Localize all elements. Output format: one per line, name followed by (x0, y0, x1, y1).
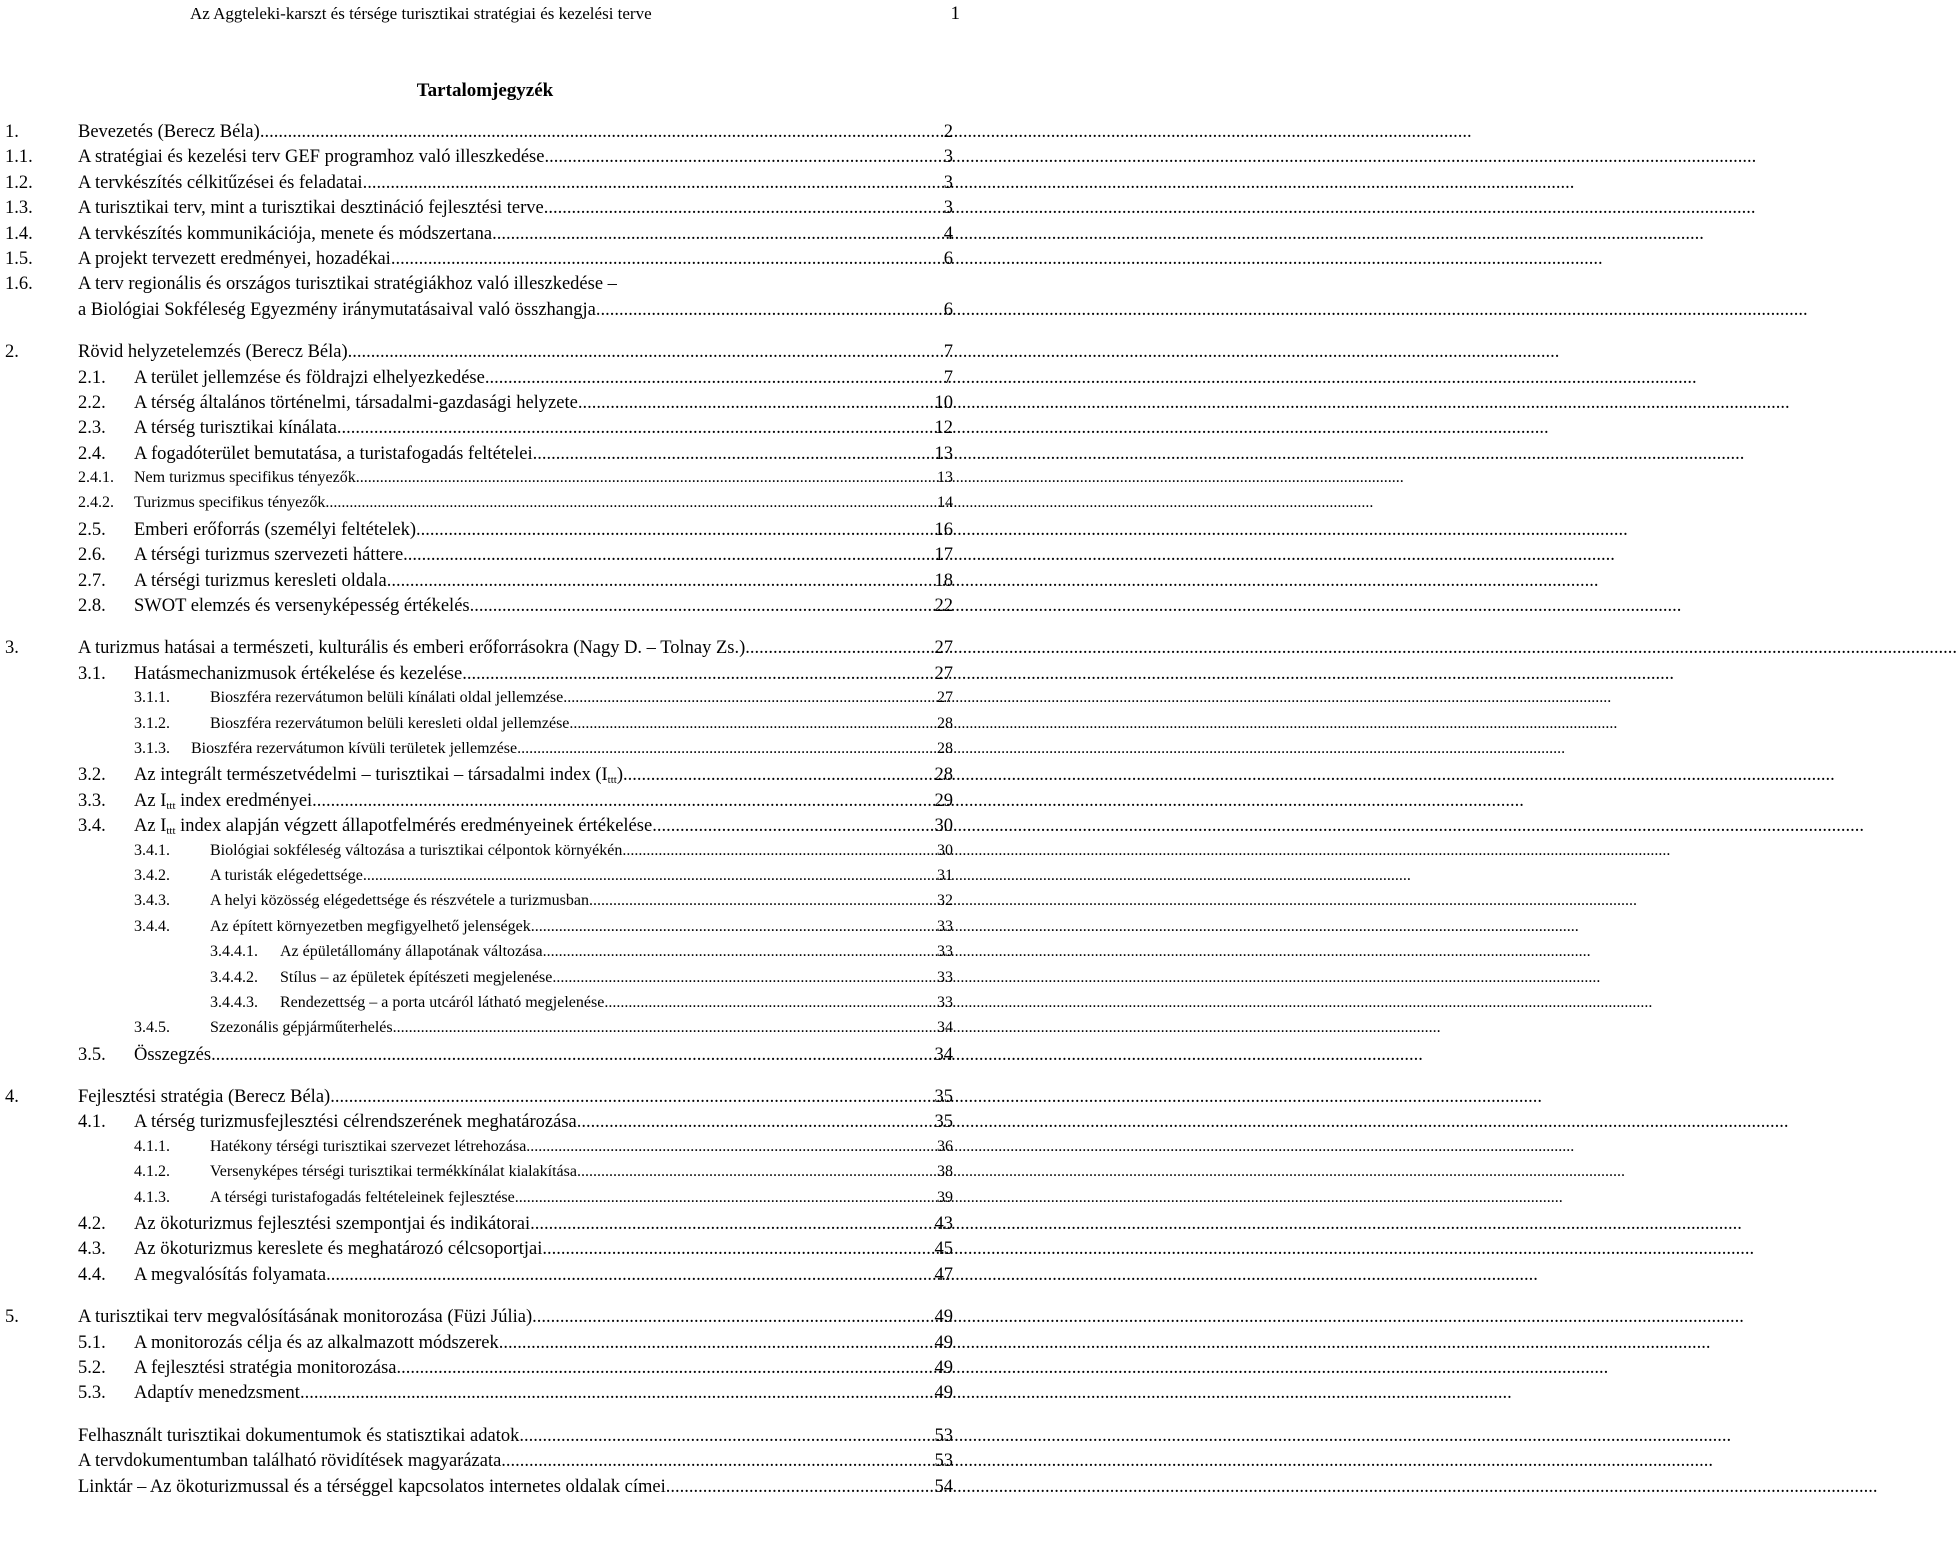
toc-entry[interactable] (0, 664, 960, 689)
toc-entry-page: 34 (934, 1044, 953, 1065)
toc-entry-page: 43 (934, 1214, 953, 1235)
toc-entry-label: A térség turisztikai kínálata (134, 418, 337, 439)
toc-entry-page: 33 (937, 993, 953, 1011)
toc-entry[interactable] (0, 1426, 960, 1451)
toc-entry-label: Az $I_{ttt}$ index eredményei (134, 790, 313, 812)
toc-entry-page: 36 (937, 1137, 953, 1155)
toc-entry-number: 2.8. (78, 596, 106, 617)
toc-entry-page: 16 (934, 519, 953, 540)
toc-entry-page: 3 (943, 172, 953, 193)
toc-entry-page: 35 (934, 1112, 953, 1133)
toc-entry-page: 22 (934, 596, 953, 617)
toc-entry-page: 39 (937, 1188, 953, 1206)
toc-entry-label: A monitorozás célja és az alkalmazott módszerek (134, 1332, 499, 1353)
toc-entry[interactable] (0, 224, 960, 249)
toc-entry[interactable] (0, 249, 960, 274)
toc-dot-leader (337, 418, 934, 439)
toc-entry-page: 49 (934, 1307, 953, 1328)
toc-dot-leader (416, 520, 934, 541)
toc-entry-page: 32 (937, 892, 953, 910)
toc-entry-page: 10 (934, 392, 953, 413)
toc-entry-number: 4.2. (78, 1214, 106, 1235)
toc-dot-leader (623, 765, 934, 786)
toc-entry-label: Az $I_{ttt}$ index alapján végzett állapotfelmérés eredményeinek értékelése (134, 816, 653, 838)
toc-entry[interactable] (0, 545, 960, 570)
toc-entry-number: 1. (5, 122, 19, 142)
toc-entry-page: 18 (934, 570, 953, 591)
toc-entry-page: 30 (934, 816, 953, 837)
toc-dot-leader (544, 147, 942, 168)
toc-entry[interactable] (0, 571, 960, 596)
toc-entry-page: 12 (934, 418, 953, 439)
toc-entry-label: Szezonális gépjárműterhelés (210, 1019, 393, 1037)
toc-entry-label: A tervkészítés kommunikációja, menete és módszertana (78, 223, 493, 244)
toc-entry[interactable] (0, 173, 960, 198)
toc-entry[interactable] (0, 740, 960, 765)
toc-entry-page: 49 (934, 1357, 953, 1378)
toc-dot-leader (501, 1451, 933, 1472)
toc-entry[interactable] (0, 444, 960, 469)
toc-entry-page: 6 (943, 299, 953, 320)
toc-entry-page: 14 (937, 494, 953, 512)
toc-dot-leader (532, 1307, 933, 1328)
toc-entry-label: Stílus – az épületek építészeti megjelenése (280, 968, 553, 986)
toc-dot-leader (363, 867, 936, 885)
toc-dot-leader (312, 791, 933, 812)
toc-entry-number: 2.3. (78, 418, 106, 439)
toc-entry-label: Az épületállomány állapotának változása (280, 943, 543, 961)
toc-dot-leader (519, 1426, 933, 1447)
toc-entry-label: Turizmus specifikus tényezők (134, 494, 326, 512)
toc-dot-leader (485, 368, 943, 389)
toc-entry[interactable] (0, 867, 960, 892)
toc-entry-number: 5.3. (78, 1383, 106, 1404)
toc-entry-label: A megvalósítás folyamata (134, 1264, 327, 1285)
toc-entry-label: Bioszféra rezervátumon belüli keresleti oldal jellemzése (210, 714, 570, 732)
toc-entry[interactable] (0, 918, 960, 943)
toc-entry[interactable] (0, 791, 960, 816)
table-of-contents (0, 122, 960, 1502)
toc-entry-label: Rendezettség – a porta utcáról látható megjelenése (280, 993, 605, 1011)
toc-entry[interactable] (0, 274, 960, 299)
toc-entry-label: Felhasznált turisztikai dokumentumok és statisztikai adatok (78, 1425, 520, 1446)
toc-entry-number: 4.1.3. (134, 1188, 170, 1206)
toc-entry-page: 27 (937, 689, 953, 707)
toc-entry-label: Az ökoturizmus kereslete és meghatározó célcsoportjai (134, 1239, 543, 1260)
toc-dot-leader (569, 715, 936, 733)
toc-dot-leader (530, 1214, 933, 1235)
toc-entry[interactable] (0, 943, 960, 968)
toc-dot-leader (393, 1019, 936, 1037)
toc-dot-leader (745, 638, 933, 659)
toc-entry[interactable] (0, 1358, 960, 1383)
toc-entry-label: A térség általános történelmi, társadalmi-gazdasági helyzete (134, 392, 578, 413)
toc-entry-continuation[interactable] (0, 300, 960, 325)
toc-entry-label: A fogadóterület bemutatása, a turistafogadás feltételei (134, 443, 533, 464)
toc-entry-label: A turizmus hatásai a természeti, kulturális és emberi erőforrásokra (Nagy D. – Tolnay Zs.) (78, 638, 746, 659)
toc-entry-page: 31 (937, 866, 953, 884)
toc-entry-label: Bioszféra rezervátumon kívüli területek jellemzése (191, 739, 518, 757)
toc-dot-leader (462, 664, 933, 685)
section-gap (0, 1409, 960, 1426)
toc-entry-number: 1.2. (5, 172, 33, 193)
toc-entry-number: 1.5. (5, 248, 33, 269)
toc-entry[interactable] (0, 596, 960, 621)
toc-entry-label: Bevezetés (Berecz Béla) (78, 122, 260, 142)
toc-entry-label: A térségi turizmus keresleti oldala (134, 570, 387, 591)
toc-entry-label: Bioszféra rezervátumon belüli kínálati oldal jellemzése (210, 689, 564, 707)
toc-entry[interactable] (0, 689, 960, 714)
toc-entry-label: Versenyképes térségi turisztikai termékkínálat kialakítása (210, 1163, 577, 1181)
toc-entry-page: 49 (934, 1332, 953, 1353)
toc-entry-number: 4. (5, 1087, 19, 1108)
toc-entry-label: A turisztikai terv megvalósításának monitorozása (Füzi Júlia) (78, 1307, 533, 1328)
toc-entry-label: SWOT elemzés és versenyképesség értékelés (134, 596, 470, 617)
toc-entry-number: 3.5. (78, 1044, 106, 1065)
toc-entry-page: 53 (934, 1451, 953, 1472)
toc-entry-number: 2.4.1. (78, 469, 114, 487)
toc-entry-number: 2.4. (78, 443, 106, 464)
toc-entry-number: 1.1. (5, 147, 33, 168)
toc-entry-label-continued: a Biológiai Sokféleség Egyezmény iránymutatásaival való összhangja (78, 299, 596, 320)
toc-entry-label: Hatékony térségi turisztikai szervezet létrehozása (210, 1137, 527, 1155)
toc-entry-page: 4 (943, 223, 953, 244)
toc-entry[interactable] (0, 122, 960, 147)
toc-dot-leader (578, 393, 934, 414)
toc-entry-number: 2.1. (78, 367, 106, 388)
toc-entry[interactable] (0, 1112, 960, 1137)
toc-entry[interactable] (0, 1477, 960, 1502)
toc-entry[interactable] (0, 418, 960, 443)
toc-entry-number: 1.3. (5, 198, 33, 219)
toc-entry-page: 53 (934, 1425, 953, 1446)
toc-entry[interactable] (0, 1214, 960, 1239)
toc-dot-leader (531, 918, 936, 936)
toc-entry[interactable] (0, 494, 960, 519)
toc-entry-number: 3.4. (78, 816, 106, 837)
toc-entry-page: 33 (937, 943, 953, 961)
toc-entry[interactable] (0, 393, 960, 418)
toc-dot-leader (577, 1163, 936, 1181)
toc-entry-number: 4.3. (78, 1239, 106, 1260)
toc-entry[interactable] (0, 1087, 960, 1112)
toc-entry-page: 13 (934, 443, 953, 464)
toc-dot-leader (499, 1333, 934, 1354)
toc-entry-number: 2.2. (78, 392, 106, 413)
toc-entry-number: 3.4.3. (134, 892, 170, 910)
toc-entry-page: 54 (934, 1476, 953, 1497)
toc-entry-page: 13 (937, 469, 953, 487)
toc-entry-label: A turisztikai terv, mint a turisztikai desztináció fejlesztési terve (78, 198, 544, 219)
toc-dot-leader (542, 1239, 933, 1260)
toc-entry[interactable] (0, 1383, 960, 1408)
toc-entry-page: 27 (934, 663, 953, 684)
toc-entry[interactable] (0, 715, 960, 740)
toc-entry-label: A terv regionális és országos turisztikai stratégiákhoz való illeszkedése – (78, 274, 617, 295)
toc-entry[interactable] (0, 1307, 960, 1332)
toc-entry-label: A terület jellemzése és földrajzi elhelyezkedése (134, 367, 485, 388)
toc-entry-number: 5.2. (78, 1357, 106, 1378)
toc-entry[interactable] (0, 892, 960, 917)
toc-entry-label: A projekt tervezett eredményei, hozadékai (78, 248, 391, 269)
toc-entry-label: Biológiai sokféleség változása a turisztikai célpontok környékén (210, 841, 623, 859)
toc-dot-leader (552, 969, 936, 987)
toc-dot-leader (211, 1045, 933, 1066)
toc-entry[interactable] (0, 198, 960, 223)
section-gap (0, 1290, 960, 1307)
toc-entry-label: A stratégiai és kezelési terv GEF programhoz való illeszkedése (78, 147, 545, 168)
toc-dot-leader (622, 842, 936, 860)
toc-dot-leader (391, 249, 943, 270)
toc-entry-number: 3.4.1. (134, 841, 170, 859)
toc-entry-label: A térség turizmusfejlesztési célrendszerének meghatározása (134, 1112, 577, 1133)
toc-entry-label: A térségi turistafogadás feltételeinek fejlesztése (210, 1188, 515, 1206)
toc-entry[interactable] (0, 994, 960, 1019)
toc-entry[interactable] (0, 368, 960, 393)
toc-entry-label: Az épített környezetben megfigyelhető jelenségek (210, 917, 531, 935)
toc-dot-leader (330, 1087, 933, 1108)
toc-entry-number: 1.6. (5, 274, 33, 295)
toc-entry-number: 5. (5, 1307, 19, 1328)
toc-entry-page: 29 (934, 790, 953, 811)
toc-dot-leader (387, 571, 934, 592)
toc-entry[interactable] (0, 765, 960, 790)
toc-entry[interactable] (0, 842, 960, 867)
toc-entry-number: 3.1.3. (134, 739, 170, 757)
toc-entry[interactable] (0, 1265, 960, 1290)
toc-entry-label: Az ökoturizmus fejlesztési szempontjai és indikátorai (134, 1214, 531, 1235)
toc-entry-page: 49 (934, 1383, 953, 1404)
toc-dot-leader (544, 198, 943, 219)
toc-entry[interactable] (0, 1163, 960, 1188)
toc-entry-page: 45 (934, 1239, 953, 1260)
toc-entry-number: 3.3. (78, 790, 106, 811)
toc-entry[interactable] (0, 1138, 960, 1163)
toc-entry-number: 4.1. (78, 1112, 106, 1133)
toc-dot-leader (300, 1383, 934, 1404)
toc-dot-leader (517, 740, 936, 758)
toc-dot-leader (563, 689, 936, 707)
toc-entry-page: 28 (937, 739, 953, 757)
toc-entry[interactable] (0, 147, 960, 172)
toc-entry[interactable] (0, 342, 960, 367)
toc-dot-leader (260, 122, 943, 143)
toc-entry-page: 35 (934, 1087, 953, 1108)
toc-entry[interactable] (0, 1189, 960, 1214)
toc-entry-number: 3.4.4.1. (210, 943, 258, 961)
toc-entry-number: 4.1.1. (134, 1137, 170, 1155)
toc-dot-leader (526, 1138, 936, 1156)
toc-entry-number: 4.4. (78, 1264, 106, 1285)
toc-entry-label: Hatásmechanizmusok értékelése és kezelése (134, 663, 463, 684)
toc-entry-page: 28 (937, 714, 953, 732)
toc-entry-page: 27 (934, 638, 953, 659)
toc-dot-leader (348, 342, 943, 363)
toc-entry-label: Emberi erőforrás (személyi feltételek) (134, 519, 416, 540)
toc-dot-leader (533, 444, 934, 465)
toc-entry-number: 3. (5, 638, 19, 659)
toc-entry[interactable] (0, 1333, 960, 1358)
toc-entry-page: 47 (934, 1264, 953, 1285)
toc-entry-page: 2 (943, 122, 953, 142)
toc-entry-page: 38 (937, 1163, 953, 1181)
toc-entry-page: 28 (934, 765, 953, 786)
toc-entry-number: 3.1.1. (134, 689, 170, 707)
toc-entry-number: 5.1. (78, 1332, 106, 1353)
section-gap (0, 1070, 960, 1087)
toc-dot-leader (325, 494, 936, 512)
toc-entry-number: 2.7. (78, 570, 106, 591)
toc-entry-label: Az integrált természetvédelmi – turisztikai – társadalmi index $(I_{ttt})$ (134, 765, 623, 787)
toc-entry-label: Nem turizmus specifikus tényezők (134, 469, 356, 487)
toc-entry-page: 30 (937, 841, 953, 859)
toc-dot-leader (596, 300, 943, 321)
toc-entry-label: A tervdokumentumban található rövidítések magyarázata (78, 1451, 502, 1472)
header-page-number: 1 (950, 3, 960, 24)
toc-entry-number: 3.4.4.2. (210, 968, 258, 986)
toc-entry-label: A fejlesztési stratégia monitorozása (134, 1357, 397, 1378)
toc-dot-leader (515, 1189, 936, 1207)
toc-entry[interactable] (0, 969, 960, 994)
toc-entry-number: 2.6. (78, 545, 106, 566)
toc-entry[interactable] (0, 1019, 960, 1044)
toc-entry-page: 17 (934, 545, 953, 566)
toc-entry[interactable] (0, 816, 960, 841)
toc-entry[interactable] (0, 1045, 960, 1070)
toc-entry-number: 3.4.2. (134, 866, 170, 884)
toc-entry-number: 3.1.2. (134, 714, 170, 732)
toc-entry-page: 6 (943, 248, 953, 269)
toc-entry[interactable] (0, 520, 960, 545)
toc-entry-label: Összegzés (134, 1044, 212, 1065)
header-title: Az Aggteleki-karszt és térsége turisztikai stratégiai és kezelési terve (190, 4, 652, 23)
toc-entry-number: 2. (5, 342, 19, 363)
toc-entry[interactable] (0, 469, 960, 494)
toc-dot-leader (356, 469, 936, 487)
toc-dot-leader (543, 943, 936, 961)
toc-entry-number: 3.4.4. (134, 917, 170, 935)
toc-dot-leader (470, 596, 934, 617)
toc-entry-label: Rövid helyzetelemzés (Berecz Béla) (78, 342, 348, 363)
toc-entry-label: A turisták elégedettsége (210, 866, 363, 884)
toc-dot-leader (652, 816, 933, 837)
toc-dot-leader (397, 1358, 934, 1379)
toc-dot-leader (492, 224, 943, 245)
toc-entry-number: 3.4.4.3. (210, 993, 258, 1011)
toc-entry-page: 34 (937, 1019, 953, 1037)
toc-entry-page: 3 (943, 198, 953, 219)
toc-entry[interactable] (0, 1239, 960, 1264)
toc-entry-label: Linktár – Az ökoturizmussal és a térséggel kapcsolatos internetes oldalak címei (78, 1476, 666, 1497)
toc-entry-label: A térségi turizmus szervezeti háttere (134, 545, 404, 566)
toc-dot-leader (577, 1112, 934, 1133)
toc-dot-leader (604, 994, 936, 1012)
toc-dot-leader (666, 1477, 934, 1498)
toc-entry-number: 3.4.5. (134, 1019, 170, 1037)
toc-entry-label: Fejlesztési stratégia (Berecz Béla) (78, 1087, 331, 1108)
toc-entry-page: 7 (943, 342, 953, 363)
toc-entry-number: 4.1.2. (134, 1163, 170, 1181)
toc-title: Tartalomjegyzék (416, 80, 554, 101)
toc-entry-label: Adaptív menedzsment (134, 1383, 300, 1404)
toc-entry-number: 3.2. (78, 765, 106, 786)
toc-entry-page: 7 (943, 367, 953, 388)
toc-entry[interactable] (0, 638, 960, 663)
toc-entry-page: 3 (943, 147, 953, 168)
toc-entry-number: 2.4.2. (78, 494, 114, 512)
toc-dot-leader (403, 545, 933, 566)
toc-entry[interactable] (0, 1451, 960, 1476)
section-gap (0, 325, 960, 342)
toc-entry-number: 3.1. (78, 663, 106, 684)
toc-entry-number: 2.5. (78, 519, 106, 540)
toc-entry-label: A tervkészítés célkitűzései és feladatai (78, 172, 363, 193)
toc-dot-leader (363, 173, 943, 194)
toc-entry-label: A helyi közösség elégedettsége és részvétele a turizmusban (210, 892, 589, 910)
toc-entry-number: 1.4. (5, 223, 33, 244)
toc-dot-leader (589, 892, 936, 910)
toc-entry-page: 33 (937, 968, 953, 986)
toc-entry-page: 33 (937, 917, 953, 935)
section-gap (0, 621, 960, 638)
toc-dot-leader (326, 1265, 933, 1286)
